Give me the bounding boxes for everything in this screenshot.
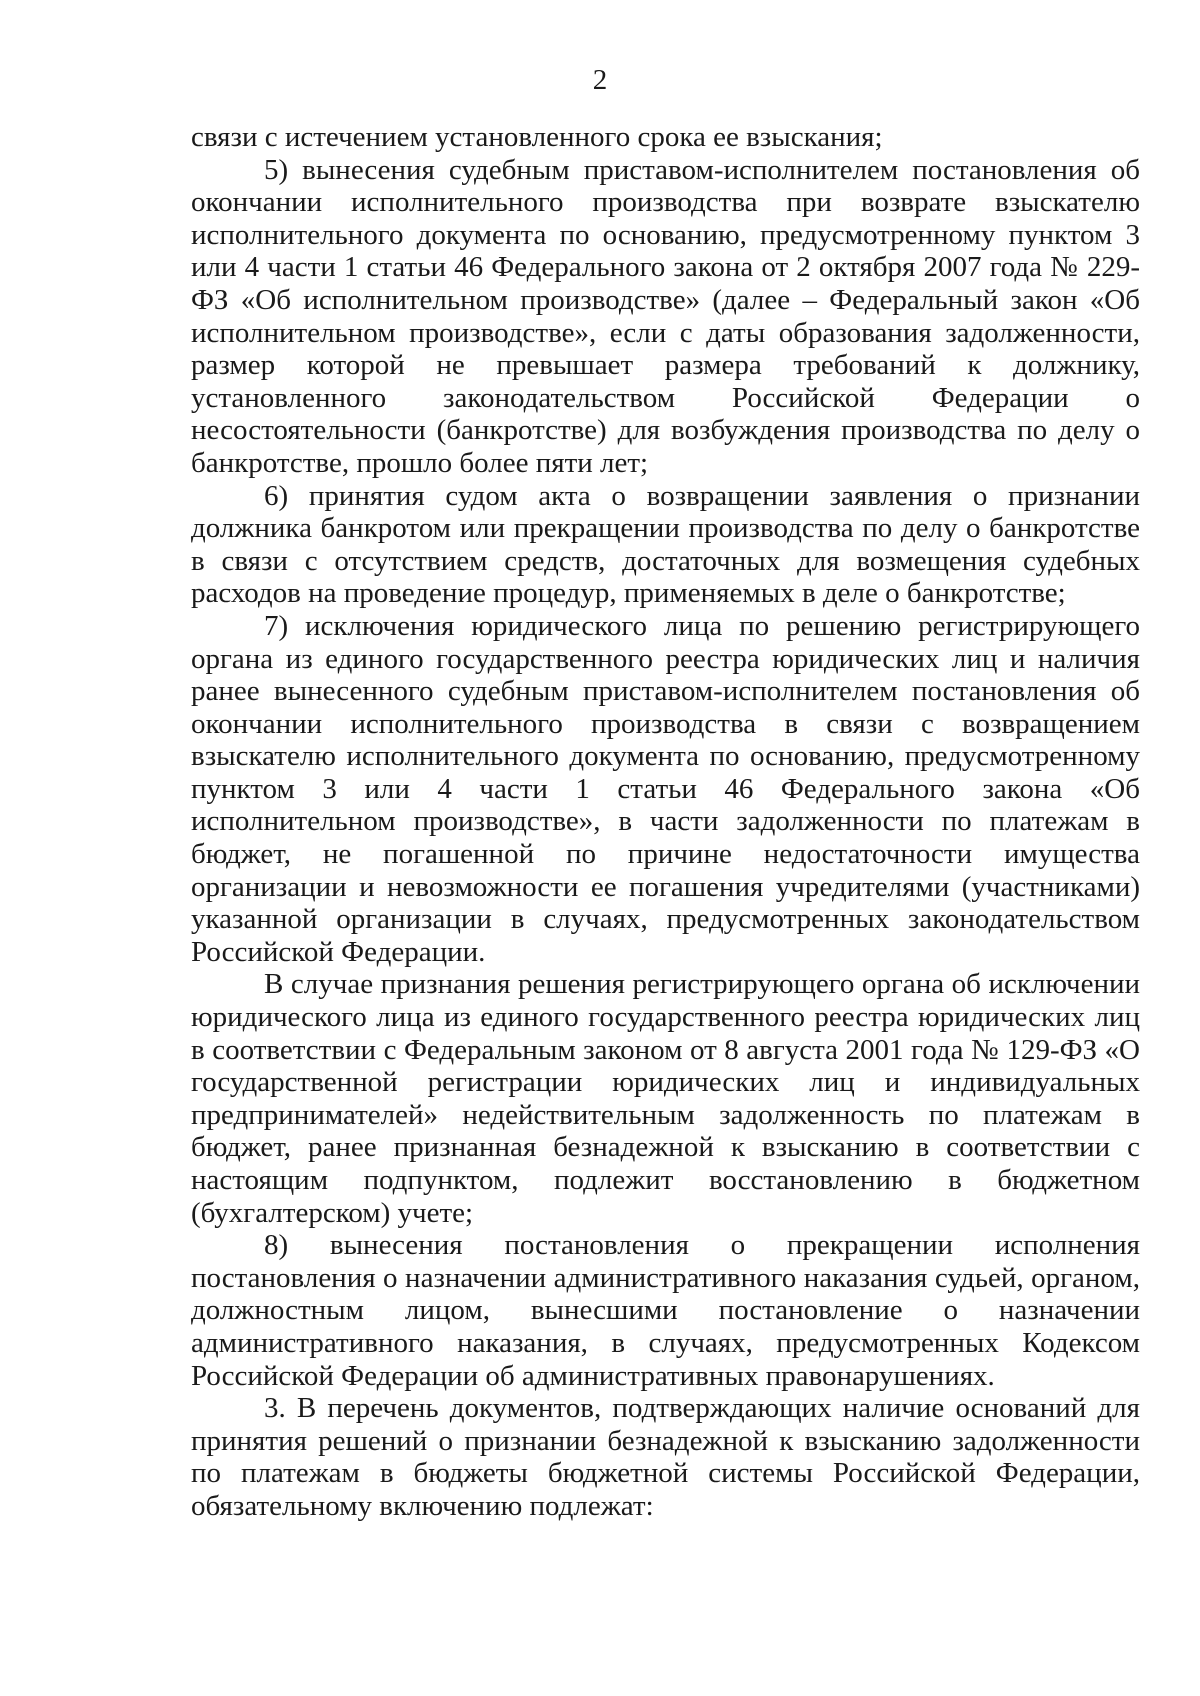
paragraph-section-3: 3. В перечень документов, подтверждающих наличие оснований для принятия решений о признании безнадежной к взысканию задолженности по платежам в бюджеты бюджетной системы Российской Федерации, обязательному включению подлежат: (191, 1392, 1140, 1522)
document-body (191, 121, 1140, 1523)
paragraph-continuation: связи с истечением установленного срока ее взыскания; (191, 121, 883, 153)
paragraph-item-5: 5) вынесения судебным приставом-исполнителем постановления об окончании исполнительного производства при возврате взыскателю исполнительного документа по основанию, предусмотренному пунктом 3 или 4 части 1 статьи 46 Федерального закона от 2 октября 2007 года № 229-ФЗ «Об исполнительном производстве» (далее – Федеральный закон «Об исполнительном производстве», если с даты образования задолженности, размер которой не превышает размера требований к должнику, установленного законодательством Российской Федерации о несостоятельности (банкротстве) для возбуждения производства по делу о банкротстве, прошло более пяти лет; (191, 153, 1140, 479)
paragraph-item-7: 7) исключения юридического лица по решению регистрирующего органа из единого государственного реестра юридических лиц и наличия ранее вынесенного судебным приставом-исполнителем постановления об окончании исполнительного производства в связи с возвращением взыскателю исполнительного документа по основанию, предусмотренному пунктом 3 или 4 части 1 статьи 46 Федерального закона «Об исполнительном производстве», в части задолженности по платежам в бюджет, не погашенной по причине недостаточности имущества организации и невозможности ее погашения учредителями (участниками) указанной организации в случаях, предусмотренных законодательством Российской Федерации. (191, 609, 1140, 968)
paragraph-item-6: 6) принятия судом акта о возвращении заявления о признании должника банкротом или прекращении производства по делу о банкротстве в связи с отсутствием средств, достаточных для возмещения судебных расходов на проведение процедур, применяемых в деле о банкротстве; (191, 479, 1140, 610)
paragraph-item-7-addendum: В случае признания решения регистрирующего органа об исключении юридического лица из единого государственного реестра юридических лиц в соответствии с Федеральным законом от 8 августа 2001 года № 129-ФЗ «О государственной регистрации юридических лиц и индивидуальных предпринимателей» недействительным задолженность по платежам в бюджет, ранее признанная безнадежной к взысканию в соответствии с настоящим подпунктом, подлежит восстановлению в бюджетном (бухгалтерском) учете; (191, 968, 1140, 1229)
paragraph-item-8: 8) вынесения постановления о прекращении исполнения постановления о назначении административного наказания судьей, органом, должностным лицом, вынесшими постановление о назначении административного наказания, в случаях, предусмотренных Кодексом Российской Федерации об административных правонарушениях. (191, 1229, 1140, 1392)
page-number: 2 (592, 64, 608, 96)
